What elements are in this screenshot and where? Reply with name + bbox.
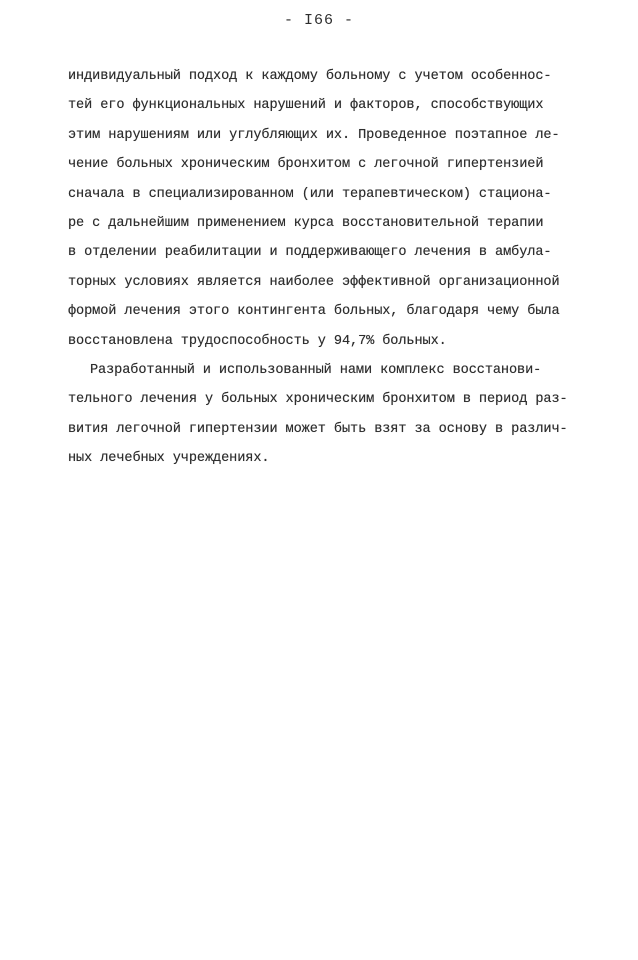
text-line: сначала в специализированном (или терапевтическом) стациона- xyxy=(68,186,552,202)
text-line: индивидуальный подход к каждому больному с учетом особеннос- xyxy=(68,69,552,84)
text-line: формой лечения этого контингента больных, благодаря чему была xyxy=(68,304,560,320)
body-text xyxy=(68,62,578,473)
text-line: вития легочной гипертензии может быть взят за основу в различ- xyxy=(68,421,568,437)
text-line: ных лечебных учреждениях. xyxy=(68,451,270,467)
text-line: этим нарушениям или углубляющих их. Проведенное поэтапное ле- xyxy=(68,127,560,143)
text-line: торных условиях является наиболее эффективной организационной xyxy=(68,274,560,290)
page-number: - I66 - xyxy=(283,12,354,29)
text-line: восстановлена трудоспособность у 94,7% больных. xyxy=(68,333,447,349)
text-line: ре с дальнейшим применением курса восстановительной терапии xyxy=(68,215,544,231)
paragraph-1 xyxy=(68,62,578,356)
text-line: тей его функциональных нарушений и факторов, способствующих xyxy=(68,98,544,114)
text-line: тельного лечения у больных хроническим бронхитом в период раз- xyxy=(68,392,568,408)
text-line: в отделении реабилитации и поддерживающего лечения в амбула- xyxy=(68,245,552,261)
text-line: Разработанный и использованный нами комплекс восстанови- xyxy=(90,362,542,378)
text-line: чение больных хроническим бронхитом с легочной гипертензией xyxy=(68,157,544,173)
paragraph-2 xyxy=(68,356,578,474)
